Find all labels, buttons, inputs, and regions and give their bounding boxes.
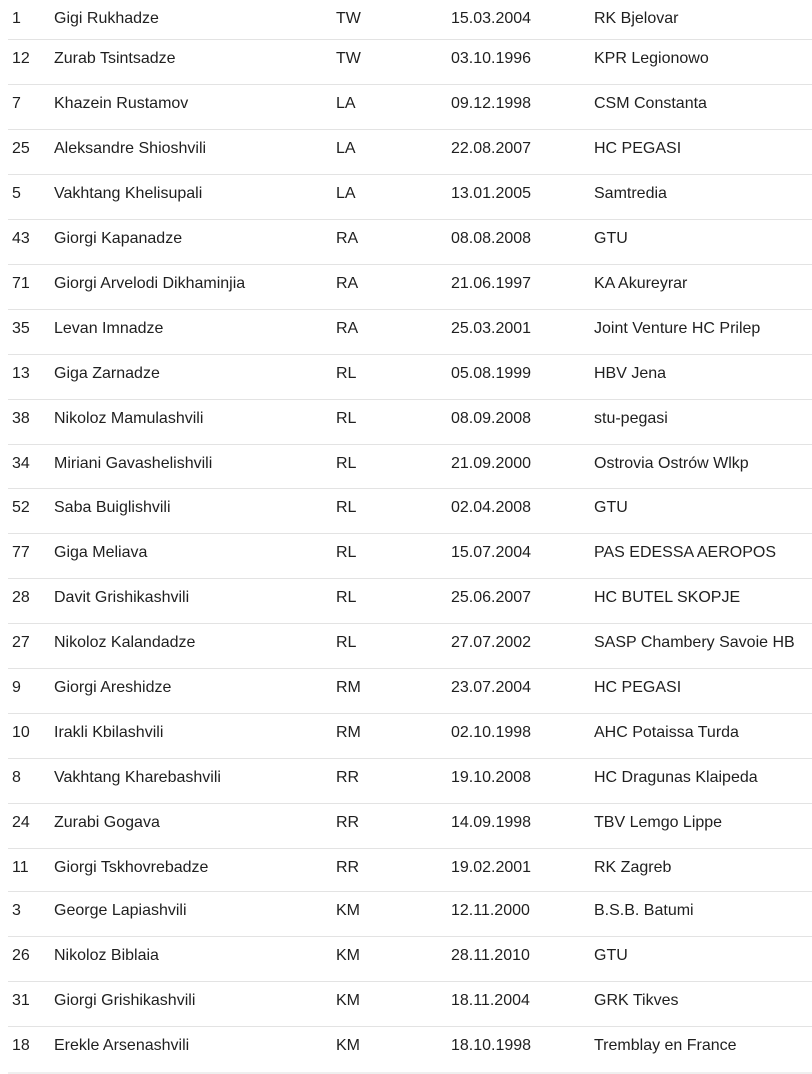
- player-club: B.S.B. Batumi: [594, 902, 694, 919]
- player-club: CSM Constanta: [594, 95, 707, 112]
- player-name: Vakhtang Khelisupali: [54, 185, 203, 202]
- player-birth-date: 05.08.1999: [451, 365, 532, 382]
- player-birth-date: 02.04.2008: [451, 499, 532, 516]
- player-name: Giga Meliava: [54, 544, 148, 561]
- player-name: Erekle Arsenashvili: [54, 1037, 190, 1054]
- player-position: RM: [336, 724, 361, 741]
- player-name: George Lapiashvili: [54, 902, 187, 919]
- player-number: 7: [12, 95, 21, 112]
- player-number: 34: [12, 455, 30, 472]
- player-birth-date: 18.11.2004: [451, 992, 530, 1009]
- player-position: RR: [336, 814, 360, 831]
- player-name: Giorgi Grishikashvili: [54, 992, 196, 1009]
- player-name: Zurab Tsintsadze: [54, 50, 176, 67]
- player-birth-date: 19.02.2001: [451, 859, 532, 876]
- player-birth-date: 25.03.2001: [451, 320, 532, 337]
- table-row: [8, 982, 812, 1027]
- player-name: Gigi Rukhadze: [54, 10, 159, 27]
- player-birth-date: 25.06.2007: [451, 589, 532, 606]
- player-number: 13: [12, 365, 30, 382]
- table-row: [8, 804, 812, 849]
- player-number: 77: [12, 544, 30, 561]
- player-club: HBV Jena: [594, 365, 667, 382]
- player-club: PAS EDESSA AEROPOS: [594, 544, 776, 561]
- player-name: Nikoloz Biblaia: [54, 947, 159, 964]
- player-position: LA: [336, 185, 356, 202]
- player-position: KM: [336, 1037, 360, 1054]
- player-club: KA Akureyrar: [594, 275, 688, 292]
- table-row: [8, 400, 812, 445]
- table-row: [8, 579, 812, 624]
- player-position: RR: [336, 769, 360, 786]
- table-row: [8, 759, 812, 804]
- player-name: Zurabi Gogava: [54, 814, 160, 831]
- player-number: 43: [12, 230, 30, 247]
- player-number: 71: [12, 275, 30, 292]
- table-row: [8, 220, 812, 265]
- player-number: 18: [12, 1037, 30, 1054]
- player-club: Tremblay en France: [594, 1037, 737, 1054]
- player-club: HC Dragunas Klaipeda: [594, 769, 758, 786]
- player-number: 11: [12, 859, 29, 876]
- table-row: [8, 892, 812, 937]
- player-position: TW: [336, 50, 361, 67]
- player-club: Samtredia: [594, 185, 667, 202]
- player-birth-date: 03.10.1996: [451, 50, 532, 67]
- player-birth-date: 18.10.1998: [451, 1037, 532, 1054]
- player-birth-date: 15.03.2004: [451, 10, 532, 27]
- player-name: Aleksandre Shioshvili: [54, 140, 207, 157]
- player-number: 8: [12, 769, 21, 786]
- player-position: RL: [336, 410, 357, 427]
- player-name: Vakhtang Kharebashvili: [54, 769, 221, 786]
- player-name: Davit Grishikashvili: [54, 589, 190, 606]
- player-club: Ostrovia Ostrów Wlkp: [594, 455, 749, 472]
- player-birth-date: 15.07.2004: [451, 544, 532, 561]
- table-row: [8, 669, 812, 714]
- table-row: [8, 1027, 812, 1072]
- player-birth-date: 21.09.2000: [451, 455, 532, 472]
- player-club: SASP Chambery Savoie HB: [594, 634, 795, 651]
- player-number: 3: [12, 902, 21, 919]
- table-row: [8, 130, 812, 175]
- player-name: Giga Zarnadze: [54, 365, 160, 382]
- table-row: [8, 175, 812, 220]
- table-row: [8, 40, 812, 85]
- player-club: TBV Lemgo Lippe: [594, 814, 723, 831]
- player-birth-date: 08.08.2008: [451, 230, 532, 247]
- player-position: KM: [336, 902, 360, 919]
- player-name: Giorgi Kapanadze: [54, 230, 183, 247]
- table-row: [8, 624, 812, 669]
- player-name: Khazein Rustamov: [54, 95, 189, 112]
- player-number: 38: [12, 410, 30, 427]
- player-name: Nikoloz Mamulashvili: [54, 410, 204, 427]
- player-birth-date: 08.09.2008: [451, 410, 532, 427]
- player-club: GTU: [594, 499, 628, 516]
- player-number: 25: [12, 140, 30, 157]
- player-number: 52: [12, 499, 30, 516]
- player-name: Irakli Kbilashvili: [54, 724, 164, 741]
- player-birth-date: 13.01.2005: [451, 185, 532, 202]
- player-name: Miriani Gavashelishvili: [54, 455, 213, 472]
- table-row: [8, 310, 812, 355]
- player-club: Joint Venture HC Prilep: [594, 320, 761, 337]
- player-name: Giorgi Areshidze: [54, 679, 172, 696]
- player-position: RR: [336, 859, 360, 876]
- player-birth-date: 21.06.1997: [451, 275, 532, 292]
- player-position: TW: [336, 10, 361, 27]
- player-position: RL: [336, 365, 357, 382]
- table-row: [8, 85, 812, 130]
- player-club: GTU: [594, 230, 628, 247]
- player-position: RA: [336, 230, 359, 247]
- player-position: LA: [336, 95, 356, 112]
- table-row: [8, 714, 812, 759]
- table-row: [8, 265, 812, 310]
- player-number: 24: [12, 814, 30, 831]
- player-name: Levan Imnadze: [54, 320, 164, 337]
- table-row: [8, 445, 812, 489]
- player-number: 5: [12, 185, 21, 202]
- player-club: stu-pegasi: [594, 410, 668, 427]
- player-number: 10: [12, 724, 30, 741]
- player-position: LA: [336, 140, 356, 157]
- player-club: AHC Potaissa Turda: [594, 724, 739, 741]
- player-birth-date: 27.07.2002: [451, 634, 532, 651]
- player-position: KM: [336, 992, 360, 1009]
- player-birth-date: 09.12.1998: [451, 95, 532, 112]
- player-club: HC PEGASI: [594, 140, 682, 157]
- player-club: GRK Tikves: [594, 992, 679, 1009]
- player-number: 12: [12, 50, 30, 67]
- player-position: RL: [336, 589, 357, 606]
- player-number: 1: [12, 10, 21, 27]
- table-row: [8, 489, 812, 534]
- player-number: 28: [12, 589, 30, 606]
- player-position: KM: [336, 947, 360, 964]
- table-row: [8, 0, 812, 40]
- player-position: RL: [336, 544, 357, 561]
- player-number: 31: [12, 992, 30, 1009]
- player-club: RK Bjelovar: [594, 10, 679, 27]
- player-club: GTU: [594, 947, 628, 964]
- player-birth-date: 23.07.2004: [451, 679, 532, 696]
- player-birth-date: 14.09.1998: [451, 814, 532, 831]
- player-position: RL: [336, 499, 357, 516]
- player-club: RK Zagreb: [594, 859, 672, 876]
- player-name: Giorgi Arvelodi Dikhaminjia: [54, 275, 246, 292]
- player-birth-date: 12.11.2000: [451, 902, 530, 919]
- player-position: RM: [336, 679, 361, 696]
- player-number: 27: [12, 634, 30, 651]
- player-number: 35: [12, 320, 30, 337]
- player-position: RA: [336, 320, 359, 337]
- table-row: [8, 849, 812, 892]
- player-number: 26: [12, 947, 30, 964]
- player-position: RA: [336, 275, 359, 292]
- player-club: HC PEGASI: [594, 679, 682, 696]
- player-name: Saba Buiglishvili: [54, 499, 171, 516]
- player-club: HC BUTEL SKOPJE: [594, 589, 741, 606]
- player-number: 9: [12, 679, 21, 696]
- player-birth-date: 22.08.2007: [451, 140, 532, 157]
- player-club: KPR Legionowo: [594, 50, 709, 67]
- table-row: [8, 534, 812, 579]
- player-position: RL: [336, 455, 357, 472]
- table-row: [8, 937, 812, 982]
- player-name: Giorgi Tskhovrebadze: [54, 859, 209, 876]
- player-position: RL: [336, 634, 357, 651]
- player-birth-date: 19.10.2008: [451, 769, 532, 786]
- table-row: [8, 355, 812, 400]
- player-birth-date: 02.10.1998: [451, 724, 532, 741]
- player-birth-date: 28.11.2010: [451, 947, 530, 964]
- player-name: Nikoloz Kalandadze: [54, 634, 196, 651]
